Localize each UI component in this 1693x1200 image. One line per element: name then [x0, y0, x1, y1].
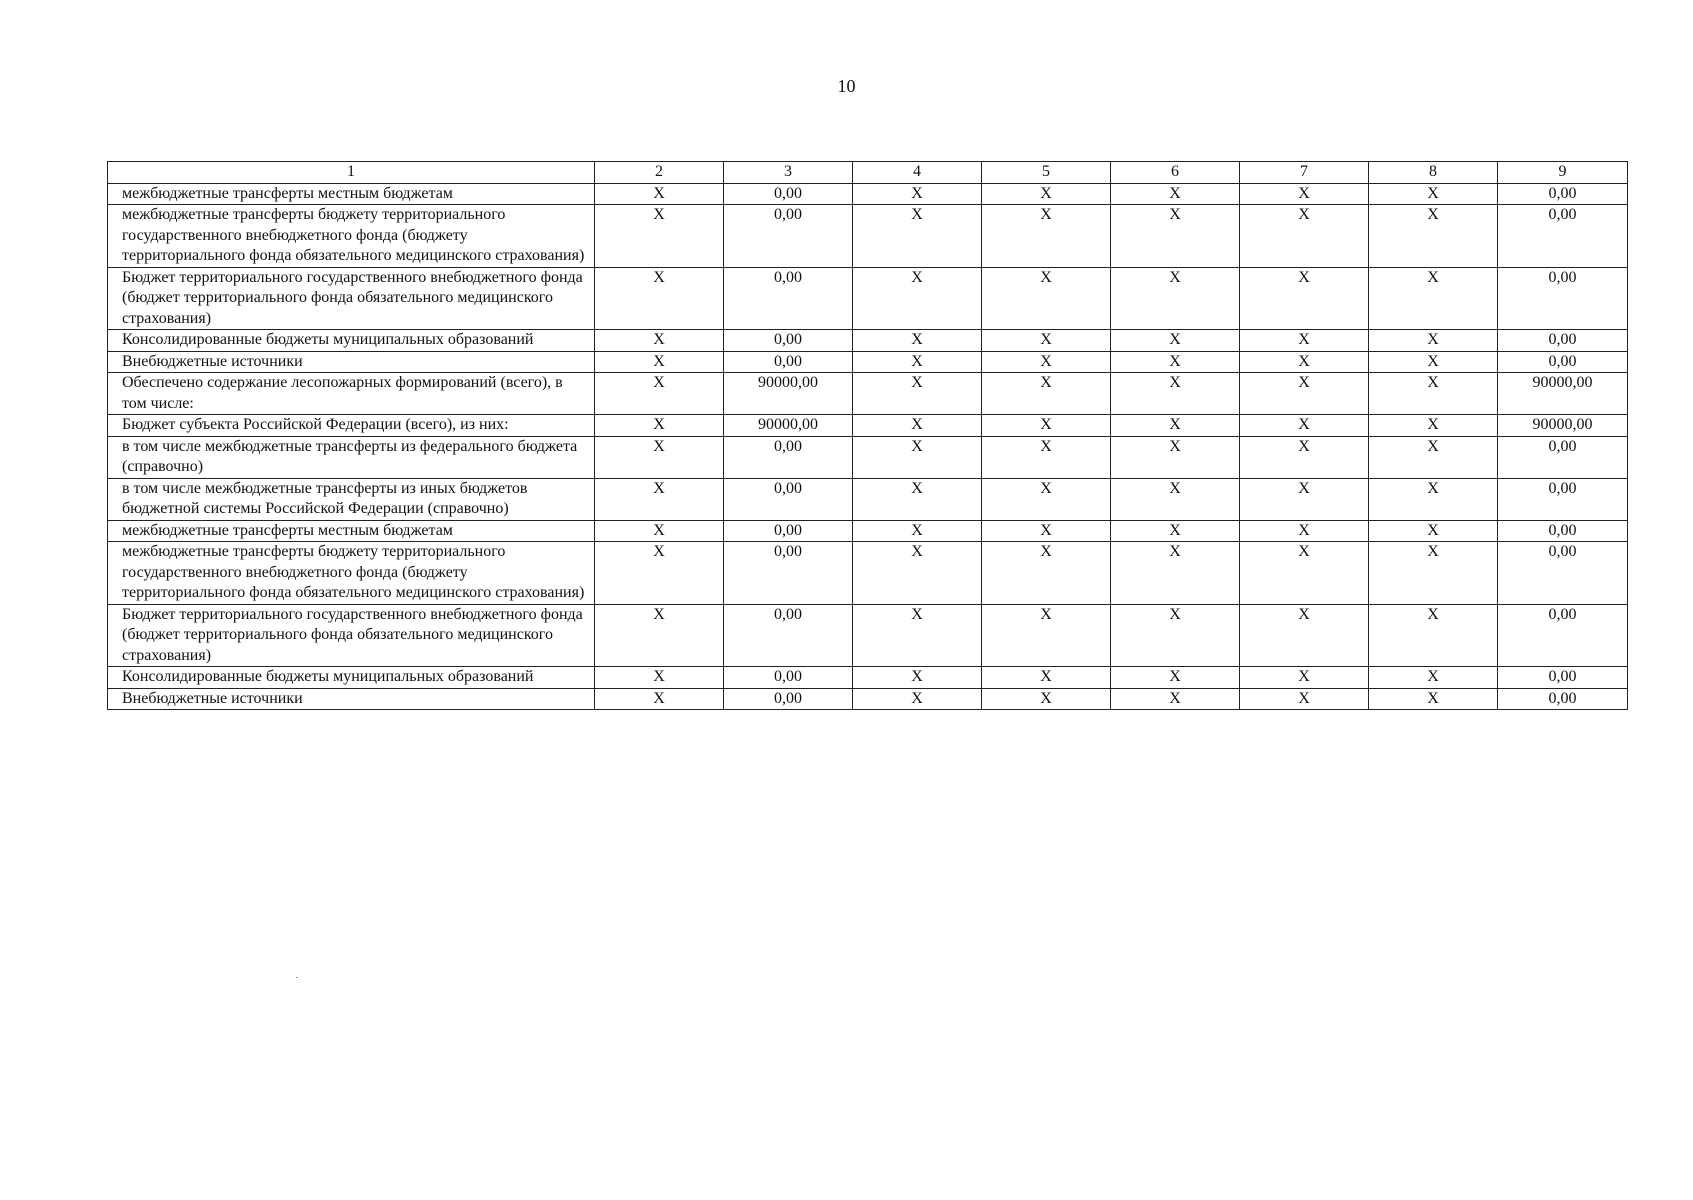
table-row — [108, 542, 1628, 605]
row-cell-col-7: X — [1240, 415, 1369, 437]
row-cell-col-6: X — [1111, 267, 1240, 330]
row-cell-col-8: X — [1369, 267, 1498, 330]
row-cell-col-8: X — [1369, 183, 1498, 205]
row-cell-col-6: X — [1111, 436, 1240, 478]
row-cell-col-7: X — [1240, 351, 1369, 373]
column-number-5: 5 — [982, 162, 1111, 184]
row-cell-col-9: 0,00 — [1498, 351, 1628, 373]
row-cell-col-7: X — [1240, 205, 1369, 268]
row-cell-col-3: 0,00 — [724, 604, 853, 667]
table-row — [108, 415, 1628, 437]
row-cell-col-5: X — [982, 688, 1111, 710]
row-cell-col-5: X — [982, 373, 1111, 415]
column-number-3: 3 — [724, 162, 853, 184]
row-cell-col-5: X — [982, 330, 1111, 352]
row-cell-col-2: X — [595, 688, 724, 710]
row-cell-col-9: 0,00 — [1498, 478, 1628, 520]
row-cell-col-6: X — [1111, 542, 1240, 605]
row-cell-col-6: X — [1111, 415, 1240, 437]
row-cell-col-6: X — [1111, 688, 1240, 710]
row-cell-col-3: 0,00 — [724, 520, 853, 542]
row-cell-col-6: X — [1111, 520, 1240, 542]
row-cell-col-8: X — [1369, 604, 1498, 667]
column-number-7: 7 — [1240, 162, 1369, 184]
row-cell-col-5: X — [982, 267, 1111, 330]
row-cell-col-8: X — [1369, 415, 1498, 437]
table-row — [108, 604, 1628, 667]
row-cell-col-5: X — [982, 183, 1111, 205]
row-cell-col-7: X — [1240, 373, 1369, 415]
row-label: Бюджет территориального государственного внебюджетного фонда (бюджет территориального фонда обязательного медицинского страхования) — [108, 604, 595, 667]
column-number-1: 1 — [108, 162, 595, 184]
row-cell-col-4: X — [853, 267, 982, 330]
row-cell-col-8: X — [1369, 520, 1498, 542]
row-label: Бюджет субъекта Российской Федерации (всего), из них: — [108, 415, 595, 437]
row-cell-col-8: X — [1369, 373, 1498, 415]
row-label: Бюджет территориального государственного внебюджетного фонда (бюджет территориального фонда обязательного медицинского страхования) — [108, 267, 595, 330]
row-cell-col-2: X — [595, 478, 724, 520]
row-cell-col-4: X — [853, 183, 982, 205]
column-number-6: 6 — [1111, 162, 1240, 184]
column-number-2: 2 — [595, 162, 724, 184]
row-cell-col-6: X — [1111, 373, 1240, 415]
row-cell-col-7: X — [1240, 520, 1369, 542]
row-cell-col-2: X — [595, 436, 724, 478]
row-cell-col-4: X — [853, 520, 982, 542]
row-cell-col-6: X — [1111, 205, 1240, 268]
row-cell-col-9: 0,00 — [1498, 205, 1628, 268]
row-cell-col-2: X — [595, 205, 724, 268]
row-cell-col-7: X — [1240, 667, 1369, 689]
row-cell-col-9: 0,00 — [1498, 330, 1628, 352]
row-label: Обеспечено содержание лесопожарных формирований (всего), в том числе: — [108, 373, 595, 415]
row-cell-col-6: X — [1111, 183, 1240, 205]
row-cell-col-4: X — [853, 542, 982, 605]
row-label: межбюджетные трансферты местным бюджетам — [108, 520, 595, 542]
row-cell-col-2: X — [595, 415, 724, 437]
row-cell-col-7: X — [1240, 604, 1369, 667]
row-cell-col-8: X — [1369, 478, 1498, 520]
row-cell-col-9: 0,00 — [1498, 667, 1628, 689]
row-cell-col-2: X — [595, 667, 724, 689]
row-cell-col-4: X — [853, 688, 982, 710]
row-cell-col-7: X — [1240, 183, 1369, 205]
row-cell-col-3: 0,00 — [724, 205, 853, 268]
table-row — [108, 330, 1628, 352]
column-number-4: 4 — [853, 162, 982, 184]
row-cell-col-9: 0,00 — [1498, 542, 1628, 605]
row-cell-col-2: X — [595, 351, 724, 373]
row-cell-col-2: X — [595, 373, 724, 415]
row-cell-col-3: 0,00 — [724, 330, 853, 352]
row-cell-col-2: X — [595, 330, 724, 352]
row-cell-col-3: 90000,00 — [724, 415, 853, 437]
row-cell-col-7: X — [1240, 688, 1369, 710]
table-row — [108, 373, 1628, 415]
row-cell-col-9: 0,00 — [1498, 520, 1628, 542]
page-number: 10 — [837, 76, 856, 96]
row-cell-col-5: X — [982, 520, 1111, 542]
row-cell-col-9: 90000,00 — [1498, 373, 1628, 415]
row-cell-col-9: 0,00 — [1498, 267, 1628, 330]
row-cell-col-5: X — [982, 415, 1111, 437]
budget-table — [107, 161, 1628, 710]
row-cell-col-3: 0,00 — [724, 267, 853, 330]
table-row — [108, 183, 1628, 205]
row-cell-col-6: X — [1111, 604, 1240, 667]
row-cell-col-2: X — [595, 520, 724, 542]
table-row — [108, 267, 1628, 330]
row-label: в том числе межбюджетные трансферты из иных бюджетов бюджетной системы Российской Федерации (справочно) — [108, 478, 595, 520]
row-cell-col-7: X — [1240, 267, 1369, 330]
row-cell-col-9: 0,00 — [1498, 436, 1628, 478]
row-cell-col-3: 0,00 — [724, 351, 853, 373]
row-cell-col-9: 0,00 — [1498, 688, 1628, 710]
row-cell-col-4: X — [853, 604, 982, 667]
row-cell-col-2: X — [595, 542, 724, 605]
row-cell-col-9: 0,00 — [1498, 183, 1628, 205]
table-row — [108, 688, 1628, 710]
table-row — [108, 351, 1628, 373]
row-cell-col-2: X — [595, 604, 724, 667]
row-cell-col-4: X — [853, 373, 982, 415]
row-cell-col-9: 0,00 — [1498, 604, 1628, 667]
row-label: Консолидированные бюджеты муниципальных образований — [108, 667, 595, 689]
row-label: в том числе межбюджетные трансферты из федерального бюджета (справочно) — [108, 436, 595, 478]
row-cell-col-3: 0,00 — [724, 436, 853, 478]
row-cell-col-6: X — [1111, 351, 1240, 373]
table-row — [108, 436, 1628, 478]
row-cell-col-4: X — [853, 436, 982, 478]
row-label: межбюджетные трансферты бюджету территориального государственного внебюджетного фонда (бюджету территориального фонда обязательного медицинского страхования) — [108, 542, 595, 605]
row-cell-col-5: X — [982, 478, 1111, 520]
row-cell-col-8: X — [1369, 330, 1498, 352]
column-number-9: 9 — [1498, 162, 1628, 184]
row-cell-col-8: X — [1369, 667, 1498, 689]
row-cell-col-9: 90000,00 — [1498, 415, 1628, 437]
row-cell-col-4: X — [853, 478, 982, 520]
row-cell-col-4: X — [853, 351, 982, 373]
row-cell-col-8: X — [1369, 351, 1498, 373]
column-number-8: 8 — [1369, 162, 1498, 184]
row-label: Внебюджетные источники — [108, 688, 595, 710]
table-row — [108, 667, 1628, 689]
row-cell-col-5: X — [982, 604, 1111, 667]
row-cell-col-7: X — [1240, 330, 1369, 352]
row-cell-col-6: X — [1111, 330, 1240, 352]
table-row — [108, 478, 1628, 520]
row-cell-col-6: X — [1111, 478, 1240, 520]
scan-speck — [296, 977, 298, 978]
row-cell-col-3: 90000,00 — [724, 373, 853, 415]
table-row — [108, 520, 1628, 542]
row-cell-col-5: X — [982, 542, 1111, 605]
row-label: Внебюджетные источники — [108, 351, 595, 373]
row-cell-col-7: X — [1240, 478, 1369, 520]
row-label: межбюджетные трансферты местным бюджетам — [108, 183, 595, 205]
row-cell-col-2: X — [595, 183, 724, 205]
row-cell-col-2: X — [595, 267, 724, 330]
row-cell-col-5: X — [982, 351, 1111, 373]
row-cell-col-8: X — [1369, 436, 1498, 478]
row-label: Консолидированные бюджеты муниципальных образований — [108, 330, 595, 352]
row-cell-col-3: 0,00 — [724, 478, 853, 520]
row-cell-col-4: X — [853, 415, 982, 437]
row-cell-col-5: X — [982, 205, 1111, 268]
row-cell-col-7: X — [1240, 436, 1369, 478]
row-cell-col-3: 0,00 — [724, 183, 853, 205]
row-cell-col-8: X — [1369, 688, 1498, 710]
row-cell-col-5: X — [982, 667, 1111, 689]
row-cell-col-5: X — [982, 436, 1111, 478]
row-cell-col-4: X — [853, 667, 982, 689]
row-cell-col-4: X — [853, 205, 982, 268]
row-label: межбюджетные трансферты бюджету территориального государственного внебюджетного фонда (бюджету территориального фонда обязательного медицинского страхования) — [108, 205, 595, 268]
row-cell-col-4: X — [853, 330, 982, 352]
row-cell-col-8: X — [1369, 205, 1498, 268]
row-cell-col-6: X — [1111, 667, 1240, 689]
row-cell-col-3: 0,00 — [724, 542, 853, 605]
row-cell-col-8: X — [1369, 542, 1498, 605]
row-cell-col-3: 0,00 — [724, 667, 853, 689]
row-cell-col-3: 0,00 — [724, 688, 853, 710]
table-header-row — [108, 162, 1628, 184]
row-cell-col-7: X — [1240, 542, 1369, 605]
table-row — [108, 205, 1628, 268]
